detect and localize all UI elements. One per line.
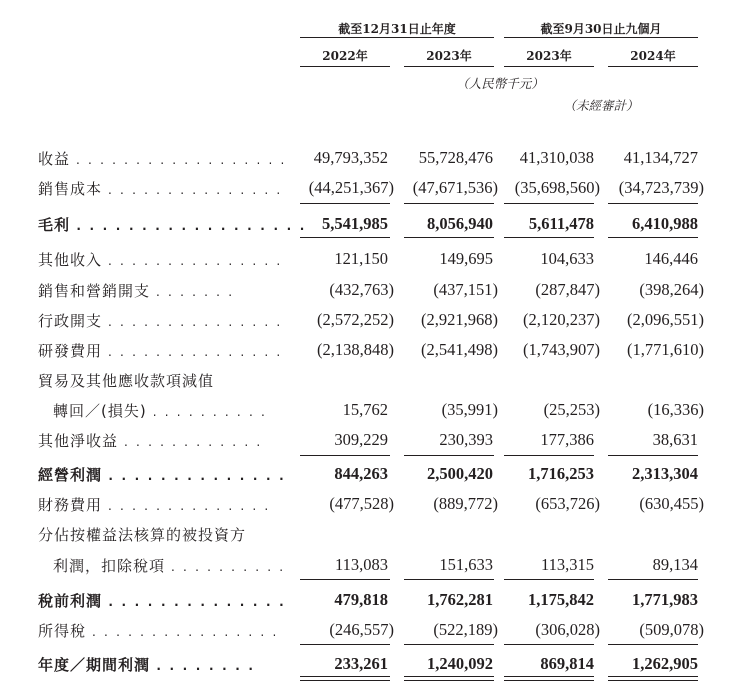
- subtotal-rule: [300, 203, 390, 204]
- row-value: 1,771,983: [632, 590, 698, 609]
- row-label: 其他淨收益 . . . . . . . . . . . .: [38, 432, 263, 450]
- subtotal-rule: [504, 237, 594, 238]
- row-value: 1,262,905: [632, 654, 698, 673]
- row-label: 收益 . . . . . . . . . . . . . . . . . .: [38, 150, 287, 168]
- row-value: (47,671,536): [412, 178, 498, 197]
- row-value: 2,500,420: [427, 464, 493, 483]
- row-value: 2,313,304: [632, 464, 698, 483]
- row-value: (2,541,498): [421, 340, 498, 359]
- row-value: 479,818: [334, 590, 388, 609]
- row-value: (246,557): [329, 620, 394, 639]
- row-value: 49,793,352: [313, 148, 388, 167]
- subtotal-rule: [608, 237, 698, 238]
- row-label: 轉回／(損失) . . . . . . . . . .: [53, 402, 268, 420]
- row-value: 233,261: [334, 654, 388, 673]
- header-year-rule: [300, 66, 390, 67]
- row-label: 經營利潤 . . . . . . . . . . . . . .: [38, 466, 286, 484]
- subtotal-rule: [404, 455, 494, 456]
- header-year-2024-interim: 2024年: [630, 49, 676, 63]
- row-label: 行政開支 . . . . . . . . . . . . . . .: [38, 312, 283, 330]
- header-year-2023-interim: 2023年: [526, 49, 572, 63]
- row-value: 309,229: [334, 430, 388, 449]
- row-label: 毛利 . . . . . . . . . . . . . . . . . .: [38, 216, 307, 234]
- subtotal-rule: [608, 579, 698, 580]
- header-group-nine-months: 截至9月30日止九個月: [540, 22, 662, 36]
- row-value: (477,528): [329, 494, 394, 513]
- subtotal-rule: [504, 579, 594, 580]
- total-double-rule: [504, 676, 594, 681]
- row-label: 研發費用 . . . . . . . . . . . . . . .: [38, 342, 283, 360]
- subtotal-rule: [300, 455, 390, 456]
- row-value: (44,251,367): [308, 178, 394, 197]
- row-value: (287,847): [535, 280, 600, 299]
- row-label: 稅前利潤 . . . . . . . . . . . . . .: [38, 592, 286, 610]
- row-value: (398,264): [639, 280, 704, 299]
- subtotal-rule: [300, 644, 390, 645]
- row-value: (437,151): [433, 280, 498, 299]
- currency-note: （人民幣千元）: [456, 76, 544, 91]
- subtotal-rule: [504, 203, 594, 204]
- row-value: (2,120,237): [523, 310, 600, 329]
- row-value: 149,695: [439, 249, 493, 268]
- row-value: 1,762,281: [427, 590, 493, 609]
- row-label: 貿易及其他應收款項減值: [38, 372, 215, 390]
- row-label: 銷售和營銷開支 . . . . . . .: [38, 282, 235, 300]
- row-value: (16,336): [647, 400, 704, 419]
- row-value: 15,762: [342, 400, 388, 419]
- subtotal-rule: [404, 579, 494, 580]
- row-value: (2,921,968): [421, 310, 498, 329]
- header-year-rule: [404, 66, 494, 67]
- row-value: 38,631: [652, 430, 698, 449]
- row-value: 41,134,727: [623, 148, 698, 167]
- header-group-rule: [300, 37, 494, 38]
- row-value: (2,138,848): [317, 340, 394, 359]
- total-double-rule: [608, 676, 698, 681]
- header-year-2022: 2022年: [322, 49, 368, 63]
- subtotal-rule: [300, 237, 390, 238]
- row-label: 所得稅 . . . . . . . . . . . . . . . .: [38, 622, 279, 640]
- header-group-year-ended: 截至12月31日止年度: [338, 22, 456, 36]
- subtotal-rule: [608, 644, 698, 645]
- header-year-rule: [504, 66, 594, 67]
- header-group-rule: [504, 37, 698, 38]
- row-value: 1,240,092: [427, 654, 493, 673]
- header-year-rule: [608, 66, 698, 67]
- total-double-rule: [404, 676, 494, 681]
- row-value: (630,455): [639, 494, 704, 513]
- row-value: 113,083: [334, 555, 388, 574]
- row-label: 其他收入 . . . . . . . . . . . . . . .: [38, 251, 283, 269]
- row-value: 844,263: [334, 464, 388, 483]
- row-value: (522,189): [433, 620, 498, 639]
- row-value: 869,814: [540, 654, 594, 673]
- row-value: 177,386: [540, 430, 594, 449]
- subtotal-rule: [300, 579, 390, 580]
- total-double-rule: [300, 676, 390, 681]
- row-value: (653,726): [535, 494, 600, 513]
- subtotal-rule: [608, 203, 698, 204]
- row-label: 財務費用 . . . . . . . . . . . . . .: [38, 496, 271, 514]
- row-value: 5,541,985: [322, 214, 388, 233]
- header-year-2023: 2023年: [426, 49, 472, 63]
- subtotal-rule: [504, 644, 594, 645]
- row-value: (35,698,560): [514, 178, 600, 197]
- row-value: 104,633: [540, 249, 594, 268]
- row-value: 230,393: [439, 430, 493, 449]
- row-value: (35,991): [441, 400, 498, 419]
- row-value: (1,743,907): [523, 340, 600, 359]
- row-value: (34,723,739): [618, 178, 704, 197]
- subtotal-rule: [404, 237, 494, 238]
- row-label: 年度／期間利潤 . . . . . . . .: [38, 656, 256, 674]
- row-value: (509,078): [639, 620, 704, 639]
- row-value: (2,096,551): [627, 310, 704, 329]
- row-label: 利潤，扣除稅項 . . . . . . . . . .: [53, 557, 286, 575]
- row-value: 1,175,842: [528, 590, 594, 609]
- subtotal-rule: [608, 455, 698, 456]
- row-value: (25,253): [543, 400, 600, 419]
- row-value: 146,446: [644, 249, 698, 268]
- row-value: 6,410,988: [632, 214, 698, 233]
- row-value: 89,134: [652, 555, 698, 574]
- row-label: 銷售成本 . . . . . . . . . . . . . . .: [38, 180, 283, 198]
- row-label: 分佔按權益法核算的被投資方: [38, 526, 247, 544]
- row-value: 1,716,253: [528, 464, 594, 483]
- row-value: 151,633: [439, 555, 493, 574]
- row-value: (889,772): [433, 494, 498, 513]
- row-value: 5,611,478: [528, 214, 594, 233]
- row-value: (2,572,252): [317, 310, 394, 329]
- subtotal-rule: [504, 455, 594, 456]
- row-value: 113,315: [540, 555, 594, 574]
- subtotal-rule: [404, 203, 494, 204]
- row-value: 121,150: [334, 249, 388, 268]
- row-value: (306,028): [535, 620, 600, 639]
- row-value: (432,763): [329, 280, 394, 299]
- row-value: 8,056,940: [427, 214, 493, 233]
- row-value: 41,310,038: [519, 148, 594, 167]
- unaudited-note: （未經審計）: [563, 98, 639, 113]
- subtotal-rule: [404, 644, 494, 645]
- row-value: (1,771,610): [627, 340, 704, 359]
- row-value: 55,728,476: [418, 148, 493, 167]
